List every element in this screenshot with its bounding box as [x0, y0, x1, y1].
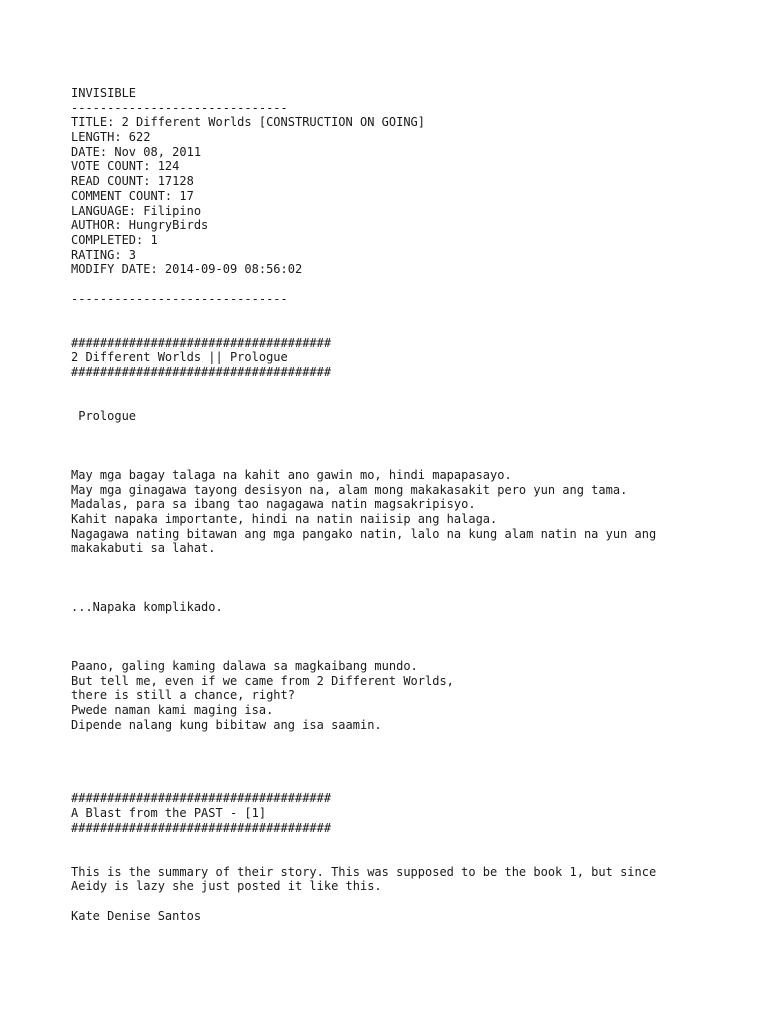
document-label: INVISIBLE: [71, 86, 137, 100]
text-line: May mga bagay talaga na kahit ano gawin mo, hindi mapapasayo.: [71, 467, 512, 482]
meta-completed: COMPLETED: 1: [71, 232, 158, 247]
document-page: [71, 86, 761, 923]
paragraph: [71, 865, 761, 894]
text-line: there is still a chance, right?: [71, 688, 295, 703]
chapter-hash-bottom: ####################################: [71, 365, 332, 380]
chapter-one: [71, 791, 761, 923]
rule-top: ------------------------------: [71, 100, 288, 115]
text-line: Dipende nalang kung bibitaw ang isa saamin.: [71, 717, 382, 732]
meta-length: LENGTH: 622: [71, 130, 151, 145]
chapter-hash-top: ####################################: [71, 791, 332, 806]
text-line: Pwede naman kami maging isa.: [71, 703, 274, 717]
text-line: makakabuti sa lahat.: [71, 541, 216, 556]
meta-title: TITLE: 2 Different Worlds [CONSTRUCTION ON GOING]: [71, 115, 426, 130]
chapter-title: A Blast from the PAST - [1]: [71, 805, 267, 820]
text-line: Paano, galing kaming dalawa sa magkaibang mundo.: [71, 658, 418, 673]
text-line: Nagagawa nating bitawan ang mga pangako natin, lalo na kung alam natin na yun ang: [71, 526, 657, 541]
chapter-hash-bottom: ####################################: [71, 820, 332, 835]
meta-modify-date: MODIFY DATE: 2014-09-09 08:56:02: [71, 262, 303, 277]
paragraph: [71, 659, 761, 732]
text-line: Kahit napaka importante, hindi na natin naiisip ang halaga.: [71, 512, 498, 526]
text-line: ...Napaka komplikado.: [71, 600, 223, 615]
meta-date: DATE: Nov 08, 2011: [71, 144, 202, 159]
meta-language: LANGUAGE: Filipino: [71, 203, 202, 218]
metadata-block: [71, 115, 761, 277]
chapter-hash-top: ####################################: [71, 335, 332, 350]
rule-bottom: ------------------------------: [71, 291, 288, 306]
meta-read-count: READ COUNT: 17128: [71, 174, 194, 189]
text-line: Madalas, para sa ibang tao nagagawa natin magsakripisyo.: [71, 497, 476, 512]
paragraph: [71, 468, 761, 556]
text-line: This is the summary of their story. This was supposed to be the book 1, but since: [71, 864, 657, 879]
text-line: Aeidy is lazy she just posted it like this.: [71, 879, 382, 894]
chapter-prologue: [71, 336, 761, 733]
text-line: May mga ginagawa tayong desisyon na, alam mong makakasakit pero yun ang tama.: [71, 482, 628, 497]
author-signature: Kate Denise Santos: [71, 908, 202, 923]
meta-rating: RATING: 3: [71, 247, 137, 262]
text-line: But tell me, even if we came from 2 Different Worlds,: [71, 673, 454, 688]
chapter-heading: Prologue: [71, 409, 137, 424]
meta-comment-count: COMMENT COUNT: 17: [71, 188, 194, 203]
meta-vote-count: VOTE COUNT: 124: [71, 159, 180, 174]
meta-author: AUTHOR: HungryBirds: [71, 218, 209, 233]
chapter-title: 2 Different Worlds || Prologue: [71, 350, 288, 365]
